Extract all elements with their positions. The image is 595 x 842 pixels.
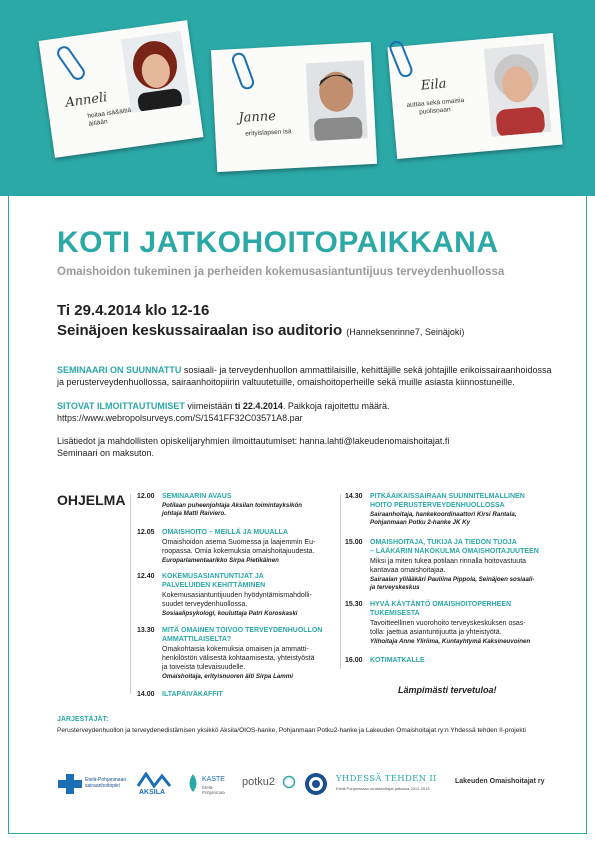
program-time: 15.30 [345,601,363,608]
logo-text: Etelä-Pohjanmaan [85,777,127,783]
info-line-2: Seminaari on maksuton. [57,448,155,458]
program-time: 14.30 [345,493,363,500]
program-title: PALVELUIDEN KEHITTÄMINEN [162,582,266,589]
photo-janne [306,60,368,141]
program-time: 13.30 [137,627,155,634]
event-venue [57,322,464,339]
program-title: SEMINAARIN AVAUS [162,493,232,500]
audience-lead: SEMINAARI ON SUUNNATTU [57,365,182,375]
venue-name: Seinäjoen keskussairaalan iso auditorio [57,322,343,339]
info-line-1: Lisätiedot ja mahdollisten opiskelijaryhmien ilmoittautumiset: hanna.lahti@lakeudenomaishoitajat.fi [57,436,450,446]
registration-paragraph [57,400,557,424]
welcome-text: Lämpimästi tervetuloa! [398,685,497,695]
program-time: 15.00 [345,539,363,546]
person-role-anneli-1: hoitaa isä&äitiä [87,106,132,120]
logo-potku [242,774,298,794]
program-desc: henkilöstön välisestä kohtaamisesta, yhteistyöstä [162,655,315,662]
program-title: PITKÄAIKAISSAIRAAN SUUNNITELMALLINEN [370,493,525,500]
program-speaker: Pohjanmaan Potku 2-hanke JK Ky [370,519,471,526]
person-role-anneli-2: äitiään [88,118,109,128]
program-title: KOKEMUSASIANTUNTIJAT JA [162,573,264,580]
logo-text: sairaanhoitopiiri [85,783,121,789]
program-desc: Kokemusasiantuntijuuden hyödyntämismahdolli- [162,592,312,599]
logo-text: Lakeuden Omaishoitajat ry [455,778,545,785]
logo-seal [304,772,328,796]
program-title: TUKEMISESTA [370,610,420,617]
photo-anneli [121,31,191,113]
logo-subtext: Etelä-Pohjanmaa [202,785,225,795]
person-card-anneli [39,20,204,158]
program-item [137,528,337,568]
person-card-eila [387,33,562,159]
program-speaker: Potilaan puheenjohtaja Aksilan toimintayksikön [162,502,303,509]
program-divider [130,494,131,694]
registration-deadline: ti 22.4.2014 [234,401,283,411]
program-desc: Tavoitteellinen vuorohoito terveyskeskuksen osas- [370,620,526,627]
logo-yhdessa-tehden [336,774,448,796]
program-divider [340,494,341,669]
registration-text2: . Paikkoja rajoitettu määrä. [282,401,390,411]
registration-text: viimeistään [184,401,235,411]
venue-address: (Hanneksenrinne7, Seinäjoki) [346,327,465,337]
logo-text: AKSILA [139,789,166,796]
program-speaker: Sairaalan ylilääkäri Pauliina Pippola, Seinäjoen sosiaali- [370,576,535,583]
program-desc: tolla: jaettua asiantuntijuutta ja yhteistyötä. [370,629,502,636]
person-name-anneli: Anneli [64,90,109,111]
logo-subtext: Etelä-Pohjanmaan omaishoitajat jatkossa 2012-2015 [336,786,430,791]
person-role-eila-1: auttaa sekä omaisia [406,96,465,109]
program-title: KOTIMATKALLE [370,657,425,664]
program-time: 12.00 [137,493,155,500]
program-speaker: Ylihoitaja Anne Yliriima, Kuntayhtymä Kaksineuvoinen [370,638,531,645]
audience-text: sosiaali- ja terveydenhuollon ammattilaisille, kehittäjille sekä johtajille erikoissairaanhoidossa ja perusterveydenhuollossa, sairaanhoitopiirin valtuutetuille, omaishoitoperheille sekä muille asiasta kiinnostuneille. [57,365,552,387]
organizers-text: Perusterveydenhuollon ja terveydenedistämisen yksikkö Aksila/OIOS-hanke, Pohjanmaan Potku2-hanke ja Lakeuden Omaishoitajat ry:n Yhdessä tehden II-projekti [57,727,526,734]
program-title: – LÄÄKÄRIN NÄKÖKULMA OMAISHOITAJUUTEEN [370,548,539,555]
program-title: HOITO PERUSTERVEYDENHUOLLOSSA [370,502,505,509]
program-speaker: Europarlamentaarikko Sirpa Pietikäinen [162,557,279,564]
program-item [345,492,560,532]
program-title: HYVÄ KÄYTÄNTÖ OMAISHOITOPERHEEN [370,601,512,608]
program-speaker: ja terveyskeskus [370,584,420,591]
event-date: Ti 29.4.2014 klo 12-16 [57,302,210,319]
program-title: OMAISHOITAJA, TUKIJA JA TIEDON TUOJA [370,539,517,546]
program-time: 12.40 [137,573,155,580]
program-item [345,656,560,668]
program-time: 12.05 [137,529,155,536]
program-speaker: Omaishoitaja, erityisnuoren äiti Sirpa Lammi [162,673,294,680]
program-speaker: Sosiaalipsykologi, kouluttaja Patri Koroskaski [162,610,298,617]
logo-lakeuden [455,778,555,792]
program-title: OMAISHOITO – MEILLÄ JA MUUALLA [162,529,288,536]
program-item [137,626,337,684]
logo-text: YHDESSÄ TEHDEN II [336,774,437,784]
photo-eila [484,44,551,137]
program-item [345,538,560,594]
program-title: ILTAPÄIVÄKAFFIT [162,691,223,698]
person-role-janne: erityislapsen isä [245,128,292,138]
program-item [137,492,337,522]
drop-icon [186,774,200,792]
seal-icon [304,772,328,796]
program-desc: Omaishoidon asema Suomessa ja laajemmin Eu- [162,539,316,546]
program-desc: roopassa. Omia kokemuksia omaishoitajuudesta. [162,548,315,555]
person-name-eila: Eila [420,76,448,94]
person-name-janne: Janne [238,108,277,126]
program-speaker: Sairaanhoitaja, hankekoordinaattori Kirsi Rantala, [370,511,517,518]
program-title: MITÄ OMAINEN TOIVOO TERVEYDENHUOLLON [162,627,323,634]
program-title: AMMATTILAISELTA? [162,636,232,643]
aksila-icon [136,772,172,788]
program-time: 16.00 [345,657,363,664]
logo-text: potku2 [242,776,276,788]
info-paragraph [57,435,557,459]
person-role-eila-2: puolisoaan [418,106,451,116]
program-item [345,600,560,648]
audience-paragraph [57,364,557,388]
registration-lead: SITOVAT ILMOITTAUTUMISET [57,401,185,411]
program-desc: Miksi ja miten tukea potilaan rinnalla hoitovastuuta [370,558,527,565]
logo-kaste [186,774,234,796]
page-title: KOTI JATKOHOITOPAIKKANA [57,226,499,259]
program-item [137,690,337,702]
cross-icon [58,774,82,794]
program-heading: OHJELMA [57,492,126,508]
program-desc: Omakohtaisia kokemuksia omaisen ja ammatti- [162,646,309,653]
program-desc: kantavaa omaishoitajaa. [370,567,446,574]
logo-sairaanhoitopiiri [58,772,130,796]
registration-link[interactable]: https://www.webropolsurveys.com/S/1541FF32C03571A8.par [57,413,303,423]
program-speaker: johtaja Matti Raiviero. [162,510,226,517]
page-subtitle: Omaishoidon tukeminen ja perheiden kokemusasiantuntijuus terveydenhuollossa [57,266,505,278]
logo-text: KASTE [202,776,225,783]
program-desc: ja toiveista tulevaisuudelle. [162,664,246,671]
organizers-heading: JÄRJESTÄJÄT: [57,716,109,723]
ring-icon [282,775,296,789]
program-time: 14.00 [137,691,155,698]
program-item [137,572,337,620]
program-desc: suudet terveydenhuollossa. [162,601,248,608]
logo-aksila [136,772,172,798]
